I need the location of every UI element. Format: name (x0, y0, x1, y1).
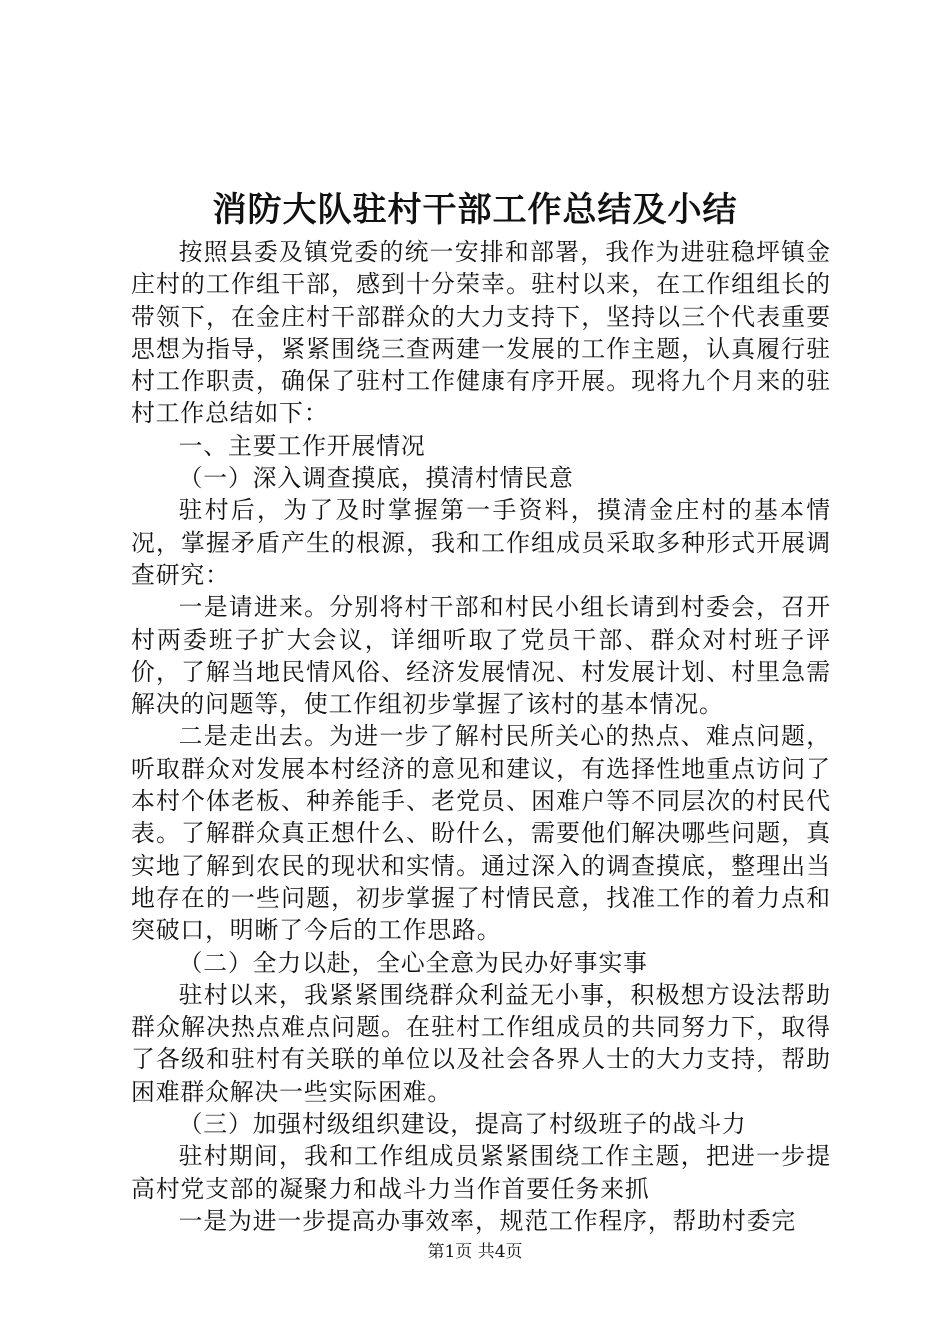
paragraph: 驻村期间，我和工作组成员紧紧围绕工作主题，把进一步提高村党支部的凝聚力和战斗力当作首要任务来抓 (131, 1142, 831, 1203)
subsection-heading: （三）加强村级组织建设，提高了村级班子的战斗力 (178, 1110, 747, 1139)
page-number-footer: 第1页 共4页 (427, 1242, 523, 1262)
document-title: 消防大队驻村干部工作总结及小结 (212, 190, 738, 230)
document-body (131, 236, 831, 1237)
section-heading: 一、主要工作开展情况 (178, 431, 426, 460)
paragraph: 驻村后，为了及时掌握第一手资料，摸清金庄村的基本情况，掌握矛盾产生的根源，我和工作组成员采取多种形式开展调查研究： (131, 496, 831, 589)
paragraph-intro: 按照县委及镇党委的统一安排和部署，我作为进驻稳坪镇金庄村的工作组干部，感到十分荣幸。驻村以来，在工作组组长的带领下，在金庄村干部群众的大力支持下，坚持以三个代表重要思想为指导，紧紧围绕三查两建一发展的工作主题，认真履行驻村工作职责，确保了驻村工作健康有序开展。现将九个月来的驻村工作总结如下： (131, 238, 831, 428)
subsection-heading: （二）全力以赴，全心全意为民办好事实事 (178, 948, 648, 977)
paragraph: 一是为进一步提高办事效率，规范工作程序，帮助村委完 (178, 1206, 797, 1235)
paragraph: 驻村以来，我紧紧围绕群众利益无小事，积极想方设法帮助群众解决热点难点问题。在驻村工作组成员的共同努力下，取得了各级和驻村有关联的单位以及社会各界人士的大力支持，帮助困难群众解决一些实际困难。 (131, 980, 831, 1106)
subsection-heading: （一）深入调查摸底，摸清村情民意 (178, 464, 574, 493)
paragraph: 二是走出去。为进一步了解村民所关心的热点、难点问题，听取群众对发展本村经济的意见和建议，有选择性地重点访问了本村个体老板、种养能手、老党员、困难户等不同层次的村民代表。了解群众真正想什么、盼什么，需要他们解决哪些问题，真实地了解到农民的现状和实情。通过深入的调查摸底，整理出当地存在的一些问题，初步掌握了村情民意，找准工作的着力点和突破口，明晰了今后的工作思路。 (131, 722, 831, 945)
paragraph: 一是请进来。分别将村干部和村民小组长请到村委会，召开村两委班子扩大会议，详细听取了党员干部、群众对村班子评价，了解当地民情风俗、经济发展情况、村发展计划、村里急需解决的问题等，使工作组初步掌握了该村的基本情况。 (131, 593, 831, 719)
